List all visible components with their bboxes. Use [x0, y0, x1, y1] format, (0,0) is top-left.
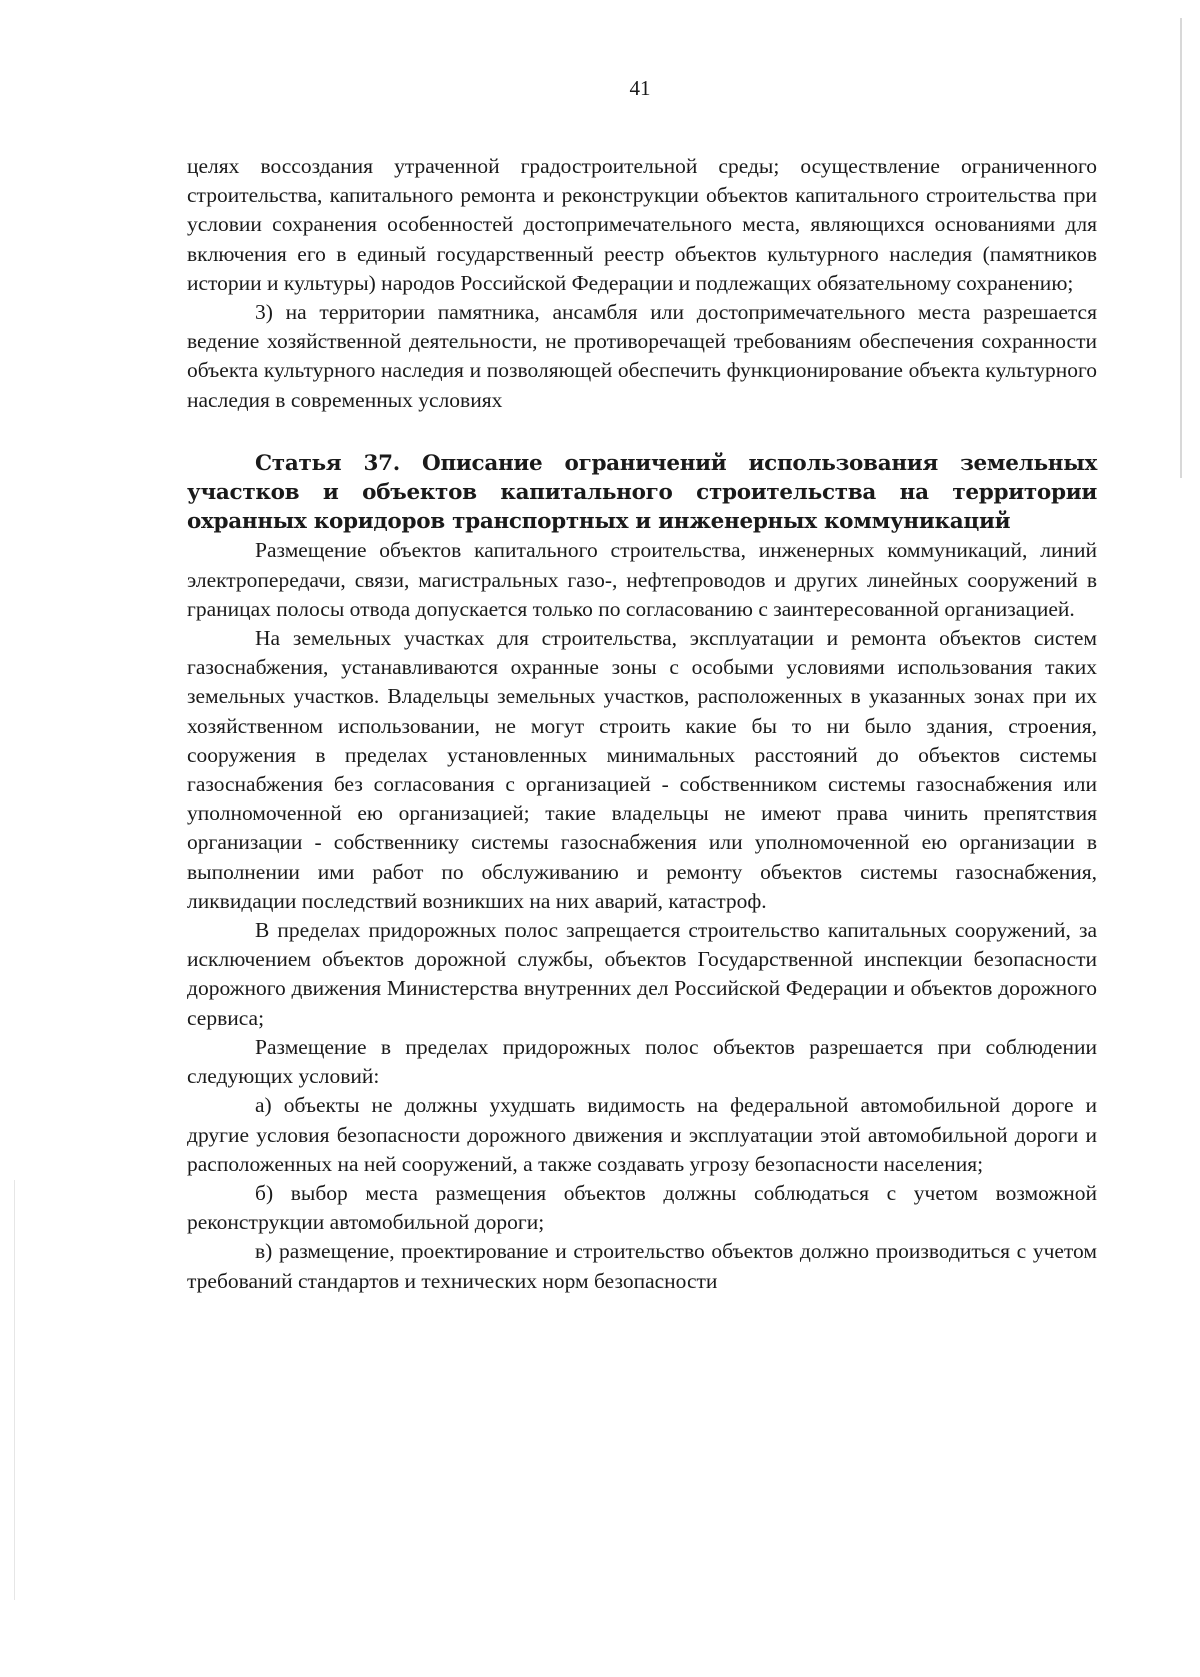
article-heading: Статья 37. Описание ограничений использования земельных участков и объектов капитального строительства на территории охранных коридоров транспортных и инженерных коммуникаций — [187, 450, 1097, 535]
list-item-a: а) объекты не должны ухудшать видимость на федеральной автомобильной дороге и другие условия безопасности дорожного движения и эксплуатации этой автомобильной дороги и расположенных на ней сооружений, а также создавать угрозу безопасности населения; — [187, 1093, 1097, 1176]
paragraph-item-3: 3) на территории памятника, ансамбля или достопримечательного места разрешается ведение хозяйственной деятельности, не противоречащей требованиям обеспечения сохранности объекта культурного наследия и позволяющей обеспечить функционирование объекта культурного наследия в современных условиях — [187, 300, 1097, 412]
scan-edge-left — [14, 1180, 15, 1600]
page-number: 41 — [629, 76, 651, 100]
document-body — [187, 152, 1097, 1296]
paragraph-continuation: целях воссоздания утраченной градостроительной среды; осуществление ограниченного строительства, капитального ремонта и реконструкции объектов капитального строительства при условии сохранения особенностей достопримечательного места, являющихся основаниями для включения его в единый государственный реестр объектов культурного наследия (памятников истории и культуры) народов Российской Федерации и подлежащих обязательному сохранению; — [187, 154, 1097, 295]
paragraph-roadside-ban: В пределах придорожных полос запрещается строительство капитальных сооружений, за исключением объектов дорожной службы, объектов Государственной инспекции безопасности дорожного движения Министерства внутренних дел Российской Федерации и объектов дорожного сервиса; — [187, 918, 1097, 1030]
list-item-b: б) выбор места размещения объектов должны соблюдаться с учетом возможной реконструкции автомобильной дороги; — [187, 1180, 1097, 1235]
paragraph-gas-supply: На земельных участках для строительства, эксплуатации и ремонта объектов систем газоснабжения, устанавливаются охранные зоны с особыми условиями использования таких земельных участков. Владельцы земельных участков, расположенных в указанных зонах при их хозяйственном использовании, не могут строить какие бы то ни было здания, строения, сооружения в пределах установленных минимальных расстояний до объектов системы газоснабжения без согласования с организацией - собственником системы газоснабжения или уполномоченной ею организацией; такие владельцы не имеют права чинить препятствия организации - собственнику системы газоснабжения или уполномоченной ею организации в выполнении ими работ по обслуживанию и ремонту объектов системы газоснабжения, ликвидации последствий возникших на них аварий, катастроф. — [187, 626, 1097, 913]
list-item-v: в) размещение, проектирование и строительство объектов должно производиться с учетом требований стандартов и технических норм безопасности — [187, 1239, 1097, 1293]
paragraph-placement: Размещение объектов капитального строительства, инженерных коммуникаций, линий электропередачи, связи, магистральных газо-, нефтепроводов и других линейных сооружений в границах полосы отвода допускается только по согласованию с заинтересованной организацией. — [187, 538, 1097, 621]
paragraph-roadside-conditions: Размещение в пределах придорожных полос объектов разрешается при соблюдении следующих условий: — [187, 1034, 1097, 1089]
